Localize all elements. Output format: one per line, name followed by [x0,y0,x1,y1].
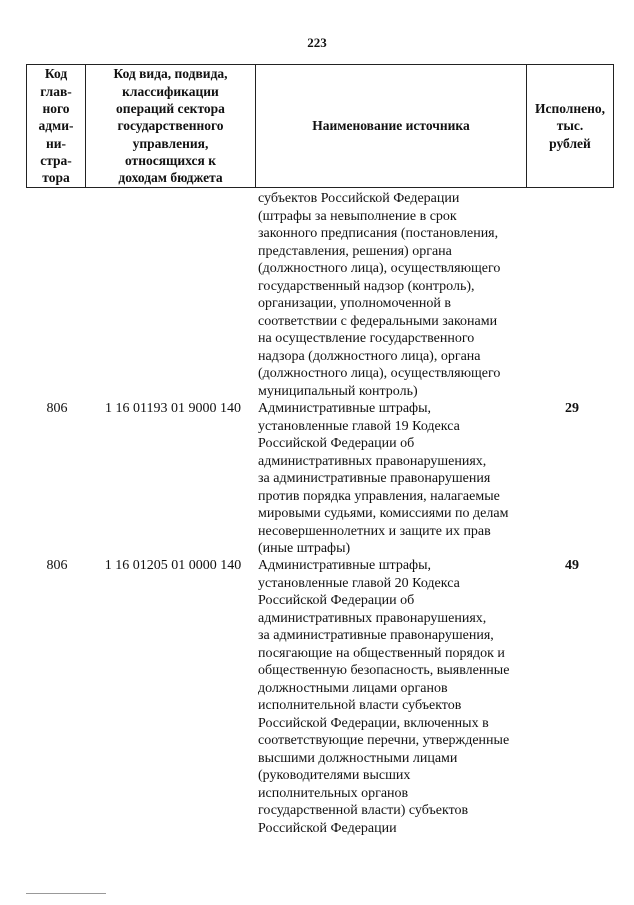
header-source-name: Наименование источника [312,118,470,134]
source-name: Административные штрафы, установленные главой 20 Кодекса Российской Федерации об административных правонарушениях, за административные правонарушения, посягающие на общественный порядок и общественную безопасность, выявленные должностными лицами органов исполнительной власти субъектов Российской Федерации, включенных в соответствующие перечни, утвержденные высшими должностными лицами (руководителями высших исполнительных органов государственной власти) субъектов Российской Федерации [258,558,510,836]
page-number: 223 [307,35,327,50]
continuation-text: субъектов Российской Федерации (штрафы за невыполнение в срок законного предписания (постановления, представления, решения) органа (должностного лица), осуществляющего государственный надзор (контроль), организации, уполномоченной в соответствии с федеральными законами на осуществление государственного надзора (должностного лица), органа (должностного лица), осуществляющего муниципальный контроль) [258,191,501,399]
executed-value: 49 [565,558,579,573]
source-name: Административные штрафы, установленные главой 19 Кодекса Российской Федерации об административных правонарушениях, за административные правонарушения против порядка управления, налагаемые мировыми судьями, комиссиями по делам несовершеннолетних и защите их прав (иные штрафы) [258,401,509,556]
header-executed: Исполнено, тыс. рублей [534,101,606,151]
executed-value: 29 [565,401,579,416]
classification-code: 1 16 01205 01 0000 140 [104,558,242,573]
header-border-right [613,64,614,188]
table-header [26,64,614,188]
header-class-code: Код вида, подвида, классификации операций сектора государственного управления, относящихся к доходам бюджета [113,66,228,186]
header-admin-code: Код глав- ного адми- ни- стра- тора [38,66,74,186]
classification-code: 1 16 01193 01 9000 140 [105,401,241,416]
admin-code: 806 [46,558,68,573]
footer-rule [26,893,106,894]
admin-code: 806 [46,401,68,416]
